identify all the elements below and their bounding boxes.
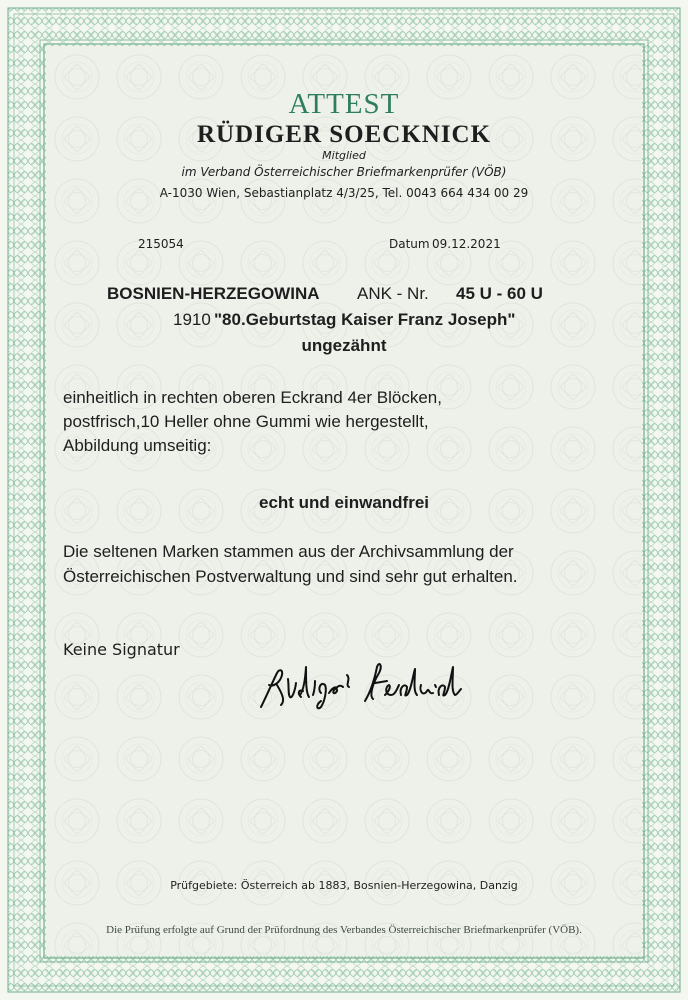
member-label: Mitglied [322,149,366,162]
note-line: Die seltenen Marken stammen aus der Archivsammlung der [63,542,514,561]
examiner-name: RÜDIGER SOECKNICK [196,121,492,148]
verdict: echt und einwandfrei [258,493,430,512]
country: BOSNIEN-HERZEGOWINA [107,284,320,303]
note-line: Österreichischen Postverwaltung und sind sehr gut erhalten. [63,567,518,586]
perforation: ungezähnt [301,336,387,355]
description-line: Abbildung umseitig: [63,436,212,455]
issue-year: 1910 [173,310,211,329]
issue-name: "80.Geburtstag Kaiser Franz Joseph" [214,310,516,329]
examination-scope: Prüfgebiete: Österreich ab 1883, Bosnien-Herzegowina, Danzig [170,879,518,892]
examiner-address: A-1030 Wien, Sebastianplatz 4/3/25, Tel. 0043 664 434 00 29 [159,186,529,200]
description-line: einheitlich in rechten oberen Eckrand 4er Blöcken, [63,388,442,407]
certificate-number: 215054 [138,237,184,251]
description-line: postfrisch,10 Heller ohne Gummi wie hergestellt, [63,412,429,431]
examination-rules-note: Die Prüfung erfolgte auf Grund der Prüfordnung des Verbandes Österreichischer Briefmarkenprüfer (VÖB). [106,924,582,936]
handwritten-signature [255,655,465,717]
association-name: im Verband Österreichischer Briefmarkenprüfer (VÖB) [181,165,507,179]
certificate-title: ATTEST [288,88,400,120]
catalog-numbers: 45 U - 60 U [456,284,543,303]
signature-note: Keine Signatur [63,640,180,659]
catalog-label: ANK - Nr. [357,284,429,303]
date-label: Datum [389,237,430,251]
date-value: 09.12.2021 [432,237,501,251]
